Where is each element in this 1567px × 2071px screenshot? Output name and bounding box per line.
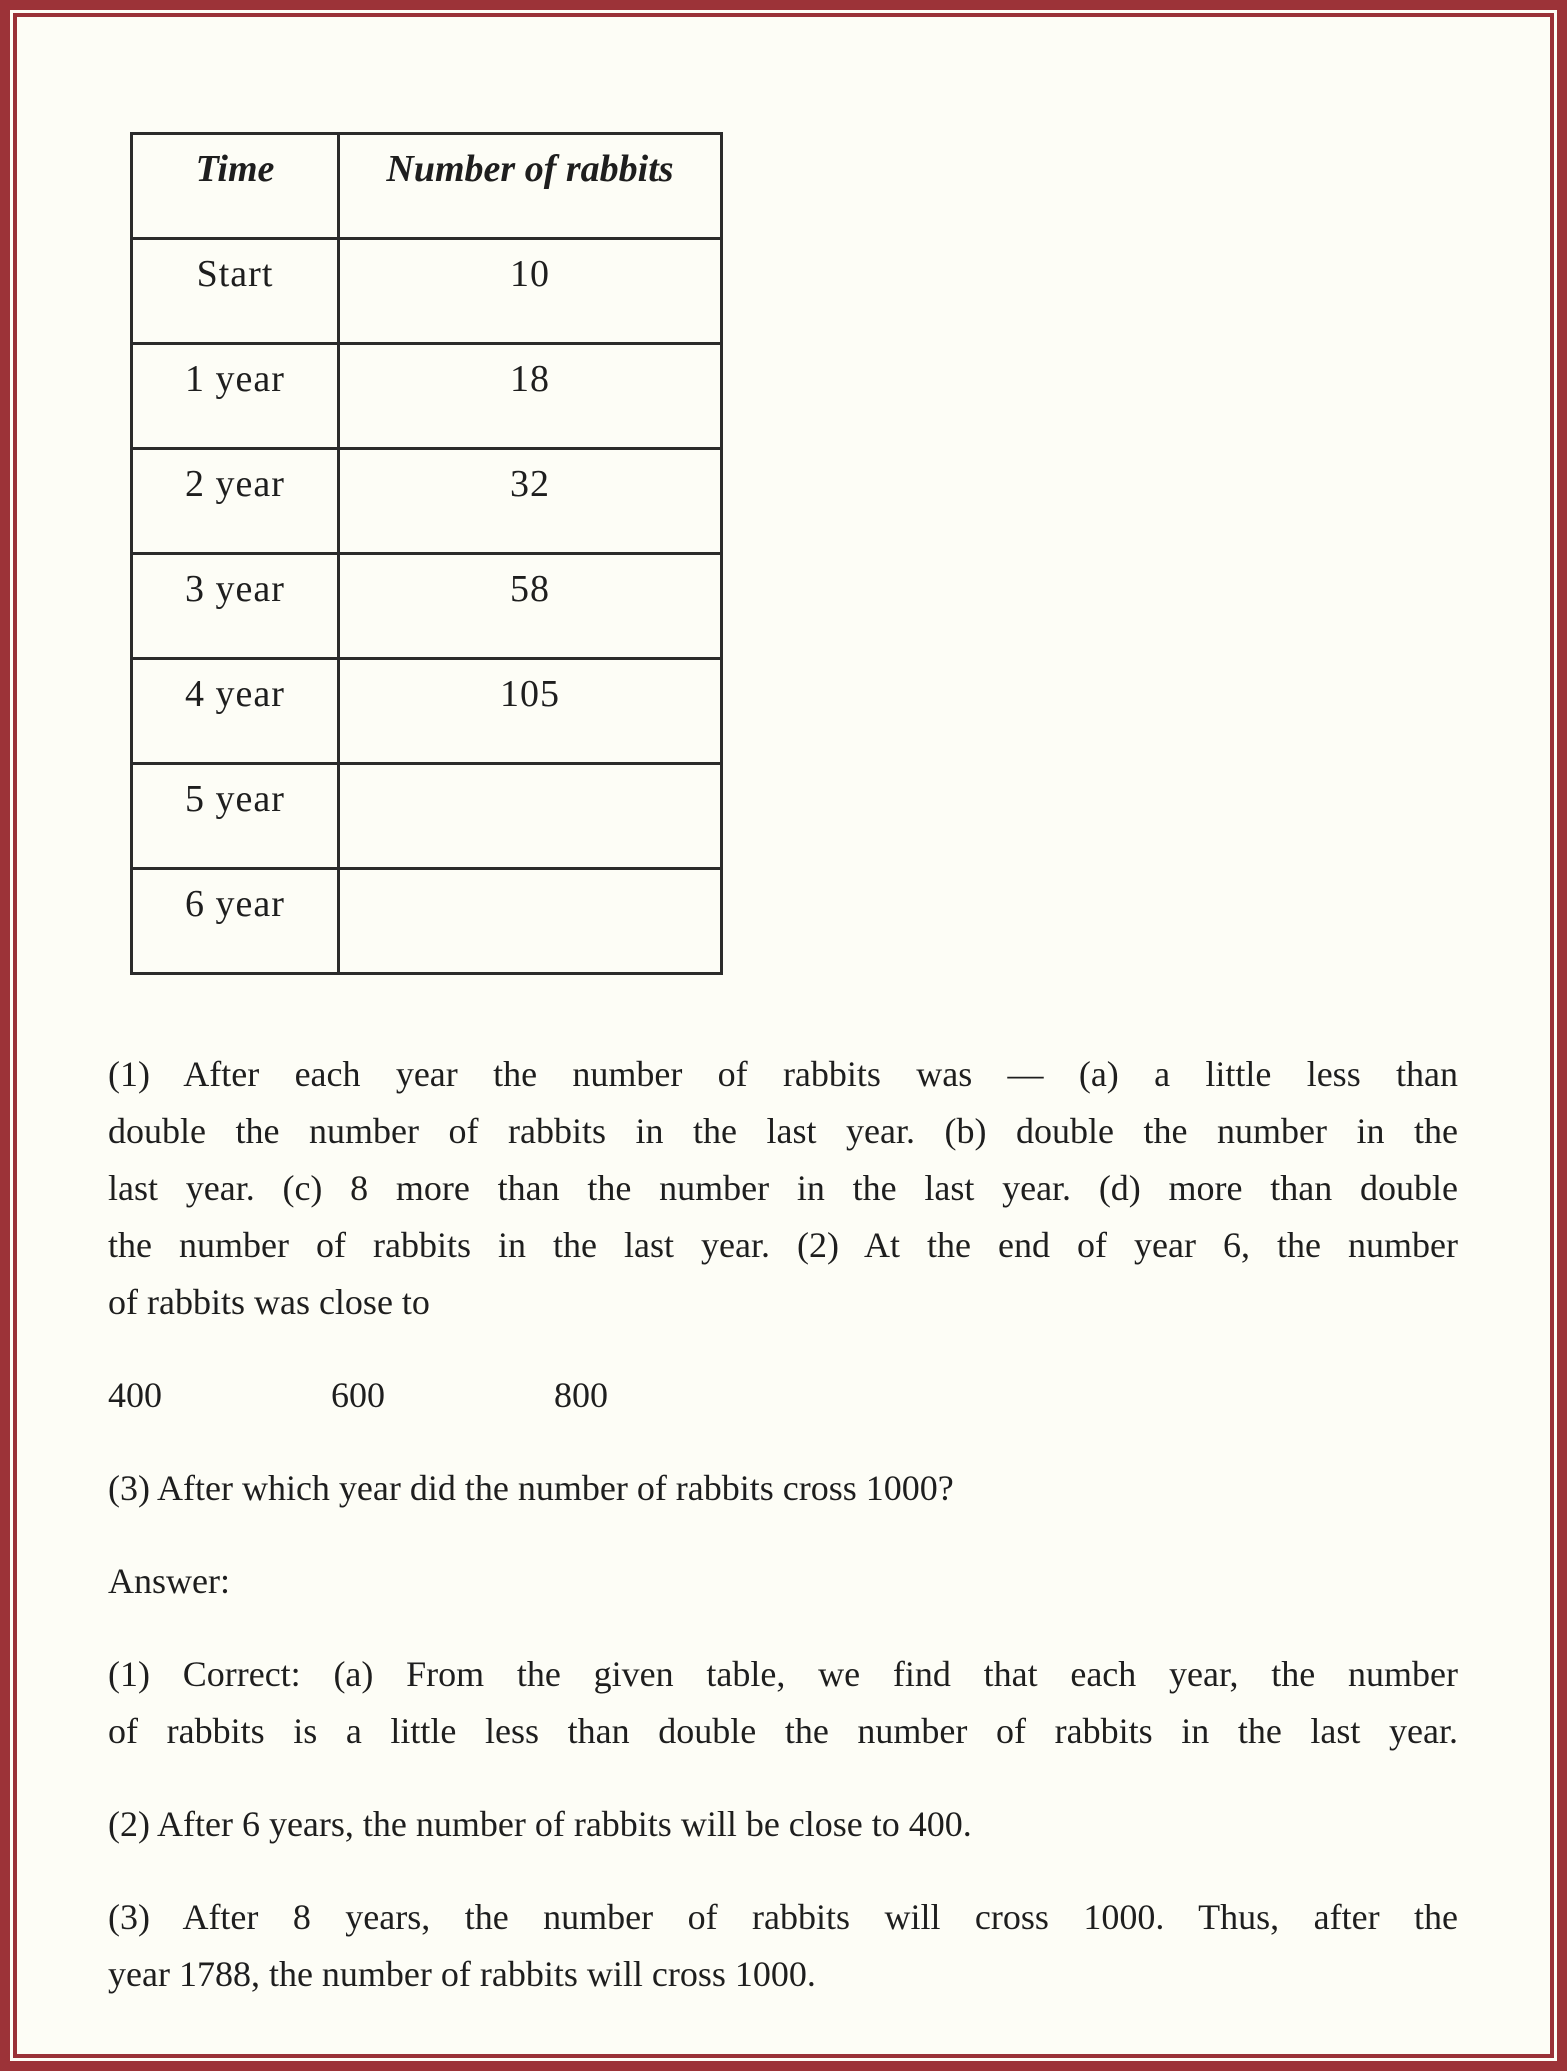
page-content [17,132,1550,2058]
paragraph-line: last year. (c) 8 more than the number in the last year. (d) more than double [108,1168,1458,1208]
rabbits-table [130,132,723,975]
time-cell: 4 year [132,659,339,764]
rabbits-cell [339,764,722,869]
paragraph-line: year 1788, the number of rabbits will cross 1000. [108,1954,816,1994]
answer-options-row [108,1367,1458,1424]
answer-label: Answer: [108,1561,230,1601]
paragraph-line: double the number of rabbits in the last year. (b) double the number in the [108,1111,1458,1151]
option-600: 600 [331,1375,385,1415]
table-row [132,344,722,449]
paragraph-line: (1) After each year the number of rabbits was — (a) a little less than [108,1054,1458,1094]
rabbits-cell: 58 [339,554,722,659]
rabbits-cell: 32 [339,449,722,554]
rabbits-cell [339,869,722,974]
paragraph-line: of rabbits is a little less than double the number of rabbits in the last year. [108,1711,1458,1751]
question-text-block [108,1046,1458,2003]
table-row [132,869,722,974]
question-1-2-paragraph [108,1046,1458,1331]
answer-3-paragraph [108,1889,1458,2003]
paragraph-line: (3) After 8 years, the number of rabbits will cross 1000. Thus, after the [108,1897,1458,1937]
paragraph-line: the number of rabbits in the last year. (2) At the end of year 6, the number [108,1225,1458,1265]
table-row [132,449,722,554]
table-row [132,554,722,659]
question-3-paragraph: (3) After which year did the number of rabbits cross 1000? [108,1468,954,1508]
table-row [132,764,722,869]
table-row [132,239,722,344]
rabbits-cell: 18 [339,344,722,449]
time-cell: 1 year [132,344,339,449]
table-header-rabbits: Number of rabbits [339,134,722,239]
answer-1-paragraph [108,1646,1458,1760]
table-header-row [132,134,722,239]
rabbits-cell: 105 [339,659,722,764]
paragraph-line: of rabbits was close to [108,1282,430,1322]
time-cell: 5 year [132,764,339,869]
table-header-time: Time [132,134,339,239]
answer-2-paragraph: (2) After 6 years, the number of rabbits will be close to 400. [108,1804,972,1844]
paragraph-line: (1) Correct: (a) From the given table, we find that each year, the number [108,1654,1458,1694]
time-cell: 2 year [132,449,339,554]
option-400: 400 [108,1375,162,1415]
table-row [132,659,722,764]
time-cell: Start [132,239,339,344]
time-cell: 6 year [132,869,339,974]
option-800: 800 [554,1375,608,1415]
rabbits-cell: 10 [339,239,722,344]
page-border-frame [13,13,1554,2058]
time-cell: 3 year [132,554,339,659]
